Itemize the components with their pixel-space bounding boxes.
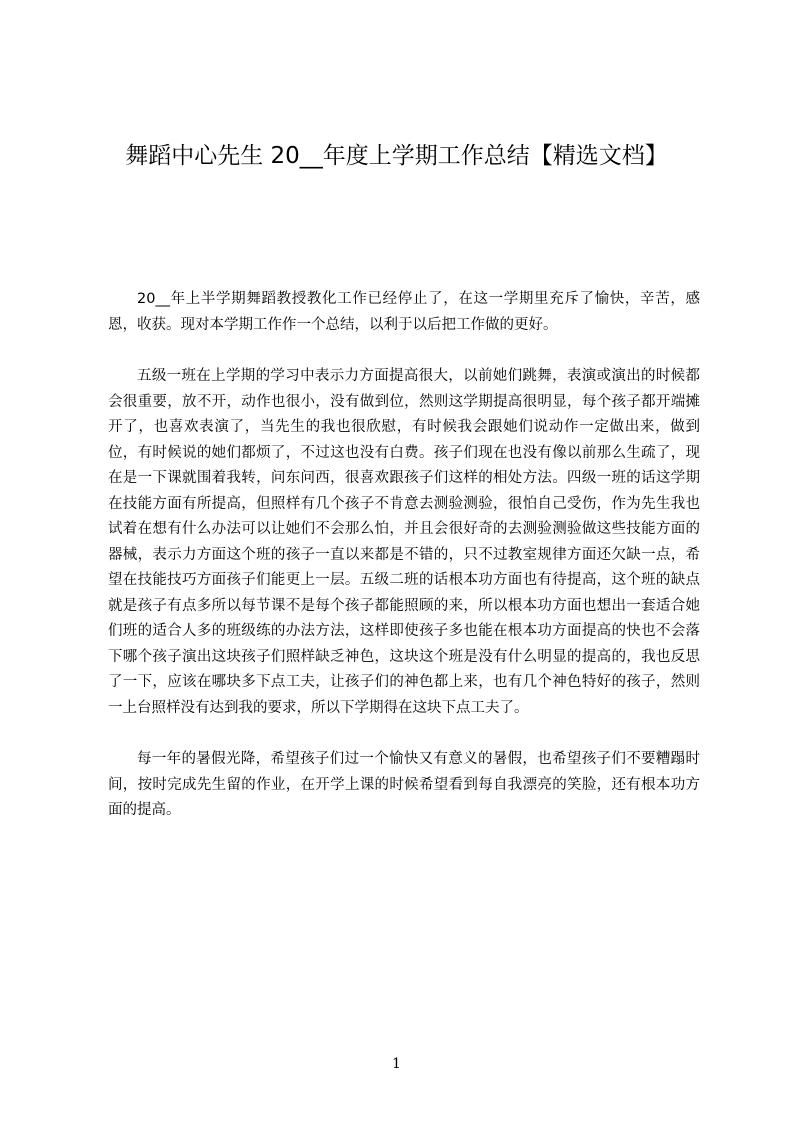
page-number: 1: [392, 1056, 401, 1072]
paragraph-class-review: 五级一班在上学期的学习中表示力方面提高很大，以前她们跳舞，表演或演出的时候都会很重要，放不开，动作也很小，没有做到位，然则这学期提高很明显，每个孩子都开端摊开了，也喜欢表演了，当先生的我也很欣慰，有时候我会跟她们说动作一定做出来，做到位，有时候说的她们都烦了，不过这也没有白费。孩子们现在也没有像以前那么生疏了，现在是一下课就围着我转，问东问西，很喜欢跟孩子们这样的相处方法。四级一班的话这学期在技能方面有所提高，但照样有几个孩子不肯意去测验测验，很怕自己受伤，作为先生我也试着在想有什么办法可以让她们不会那么怕，并且会很好奇的去测验测验做这些技能方面的器械，表示力方面这个班的孩子一直以来都是不错的，只不过教室规律方面还欠缺一点，希望在技能技巧方面孩子们能更上一层。五级二班的话根本功方面也有待提高，这个班的缺点就是孩子有点多所以每节课不是每个孩子都能照顾的来，所以根本功方面也想出一套适合她们班的适合人多的班级练的办法方法，这样即使孩子多也能在根本功方面提高的快也不会落下哪个孩子演出这块孩子们照样缺乏神色，这块这个班是没有什么明显的提高的，我也反思了一下，应该在哪块多下点工夫，让孩子们的神色都上来，也有几个神色特好的孩子，然则一上台照样没有达到我的要求，所以下学期得在这块下点工夫了。: [108, 368, 700, 716]
document-title: 舞蹈中心先生 20__年度上学期工作总结【精选文档】: [125, 143, 668, 169]
document-body: [108, 287, 700, 824]
paragraph-intro: 20__年上半学期舞蹈教授教化工作已经停止了，在这一学期里充斥了愉快，辛苦，感恩，收获。现对本学期工作作一个总结，以利于以后把工作做的更好。: [108, 291, 700, 333]
paragraph-summer-wishes: 每一年的暑假光降，希望孩子们过一个愉快又有意义的暑假，也希望孩子们不要糟蹋时间，按时完成先生留的作业，在开学上课的时候希望看到每自我漂亮的笑脸，还有根本功方面的提高。: [108, 751, 700, 818]
